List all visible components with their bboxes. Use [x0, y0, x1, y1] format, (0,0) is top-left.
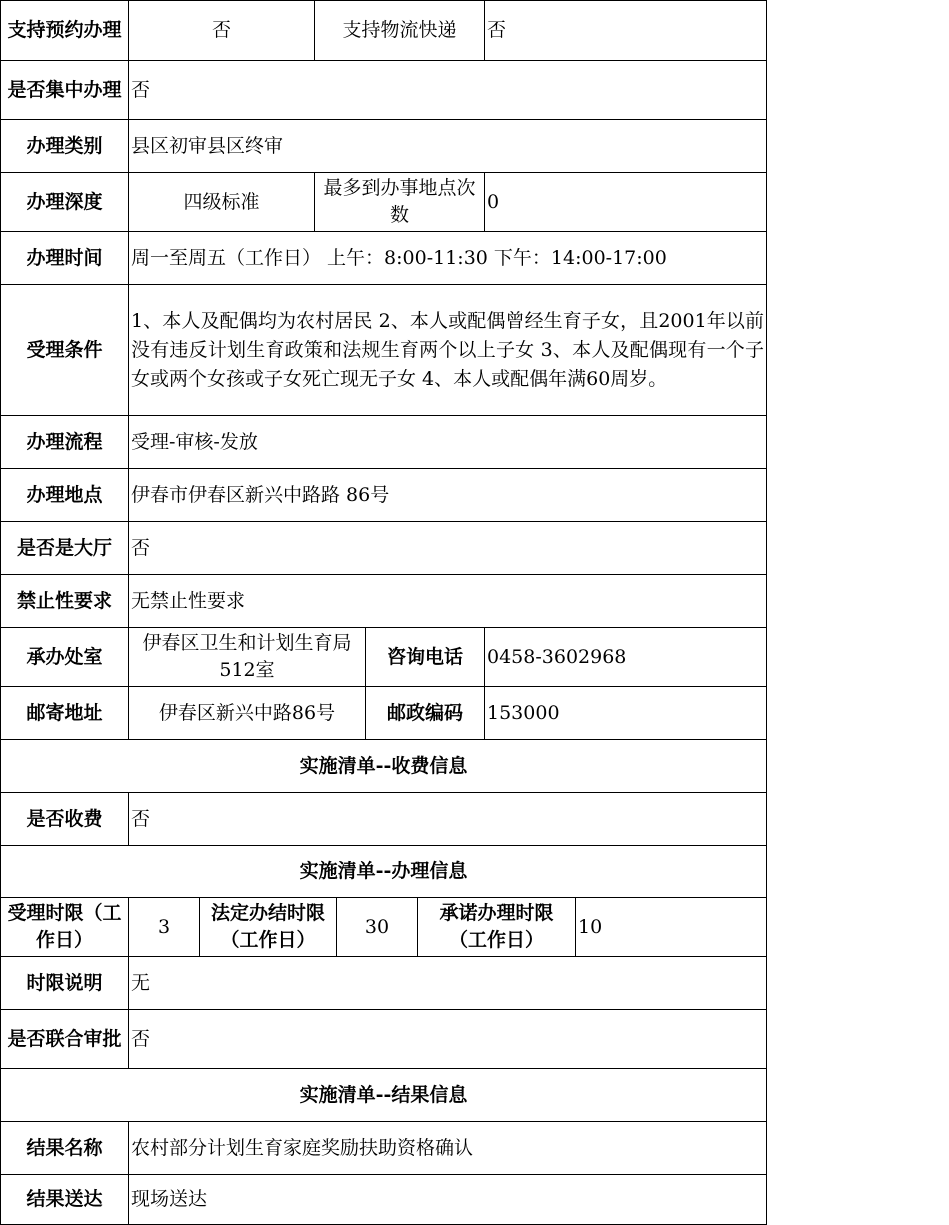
- value-category: 县区初审县区终审: [129, 120, 767, 173]
- value-phone: 0458-3602968: [485, 628, 767, 687]
- value-result-delivery: 现场送达: [129, 1175, 767, 1225]
- section-result-heading: 实施清单--结果信息: [0, 1069, 767, 1122]
- value-time: 周一至周五（工作日） 上午：8:00-11:30 下午：14:00-17:00: [129, 232, 767, 285]
- label-result-name: 结果名称: [0, 1122, 129, 1175]
- label-joint: 是否联合审批: [0, 1010, 129, 1069]
- label-limit-note: 时限说明: [0, 957, 129, 1010]
- section-fee-heading: 实施清单--收费信息: [0, 740, 767, 793]
- value-result-name: 农村部分计划生育家庭奖励扶助资格确认: [129, 1122, 767, 1175]
- label-hall: 是否是大厅: [0, 522, 129, 575]
- value-postcode: 153000: [485, 687, 767, 740]
- label-fee: 是否收费: [0, 793, 129, 846]
- label-depth: 办理深度: [0, 173, 129, 232]
- value-fee: 否: [129, 793, 767, 846]
- value-logistics: 否: [485, 0, 767, 61]
- value-promise-limit: 10: [576, 898, 767, 957]
- value-process: 受理-审核-发放: [129, 416, 767, 469]
- value-legal-limit: 30: [337, 898, 418, 957]
- value-office: 伊春区卫生和计划生育局512室: [129, 628, 366, 687]
- label-phone: 咨询电话: [366, 628, 485, 687]
- value-appointment: 否: [129, 0, 315, 61]
- label-result-delivery: 结果送达: [0, 1175, 129, 1225]
- value-centralized: 否: [129, 61, 767, 120]
- label-accept-limit: 受理时限（工作日）: [0, 898, 129, 957]
- label-location: 办理地点: [0, 469, 129, 522]
- value-accept-limit: 3: [129, 898, 200, 957]
- value-prohibit: 无禁止性要求: [129, 575, 767, 628]
- value-joint: 否: [129, 1010, 767, 1069]
- section-handling-heading: 实施清单--办理信息: [0, 846, 767, 898]
- value-max-visits: 0: [485, 173, 767, 232]
- label-appointment: 支持预约办理: [0, 0, 129, 61]
- label-category: 办理类别: [0, 120, 129, 173]
- label-office: 承办处室: [0, 628, 129, 687]
- label-logistics: 支持物流快递: [315, 0, 485, 61]
- label-promise-limit: 承诺办理时限（工作日）: [418, 898, 576, 957]
- value-mail: 伊春区新兴中路86号: [129, 687, 366, 740]
- label-time: 办理时间: [0, 232, 129, 285]
- label-legal-limit: 法定办结时限（工作日）: [200, 898, 337, 957]
- label-mail: 邮寄地址: [0, 687, 129, 740]
- label-conditions: 受理条件: [0, 285, 129, 416]
- label-centralized: 是否集中办理: [0, 61, 129, 120]
- label-postcode: 邮政编码: [366, 687, 485, 740]
- label-process: 办理流程: [0, 416, 129, 469]
- value-depth: 四级标准: [129, 173, 315, 232]
- value-conditions: 1、本人及配偶均为农村居民 2、本人或配偶曾经生育子女，且2001年以前没有违反计划生育政策和法规生育两个以上子女 3、本人及配偶现有一个子女或两个女孩或子女死亡现无子女 4、本人或配偶年满60周岁。: [129, 285, 767, 416]
- value-location: 伊春市伊春区新兴中路路 86号: [129, 469, 767, 522]
- value-limit-note: 无: [129, 957, 767, 1010]
- label-max-visits: 最多到办事地点次数: [315, 173, 485, 232]
- value-hall: 否: [129, 522, 767, 575]
- label-prohibit: 禁止性要求: [0, 575, 129, 628]
